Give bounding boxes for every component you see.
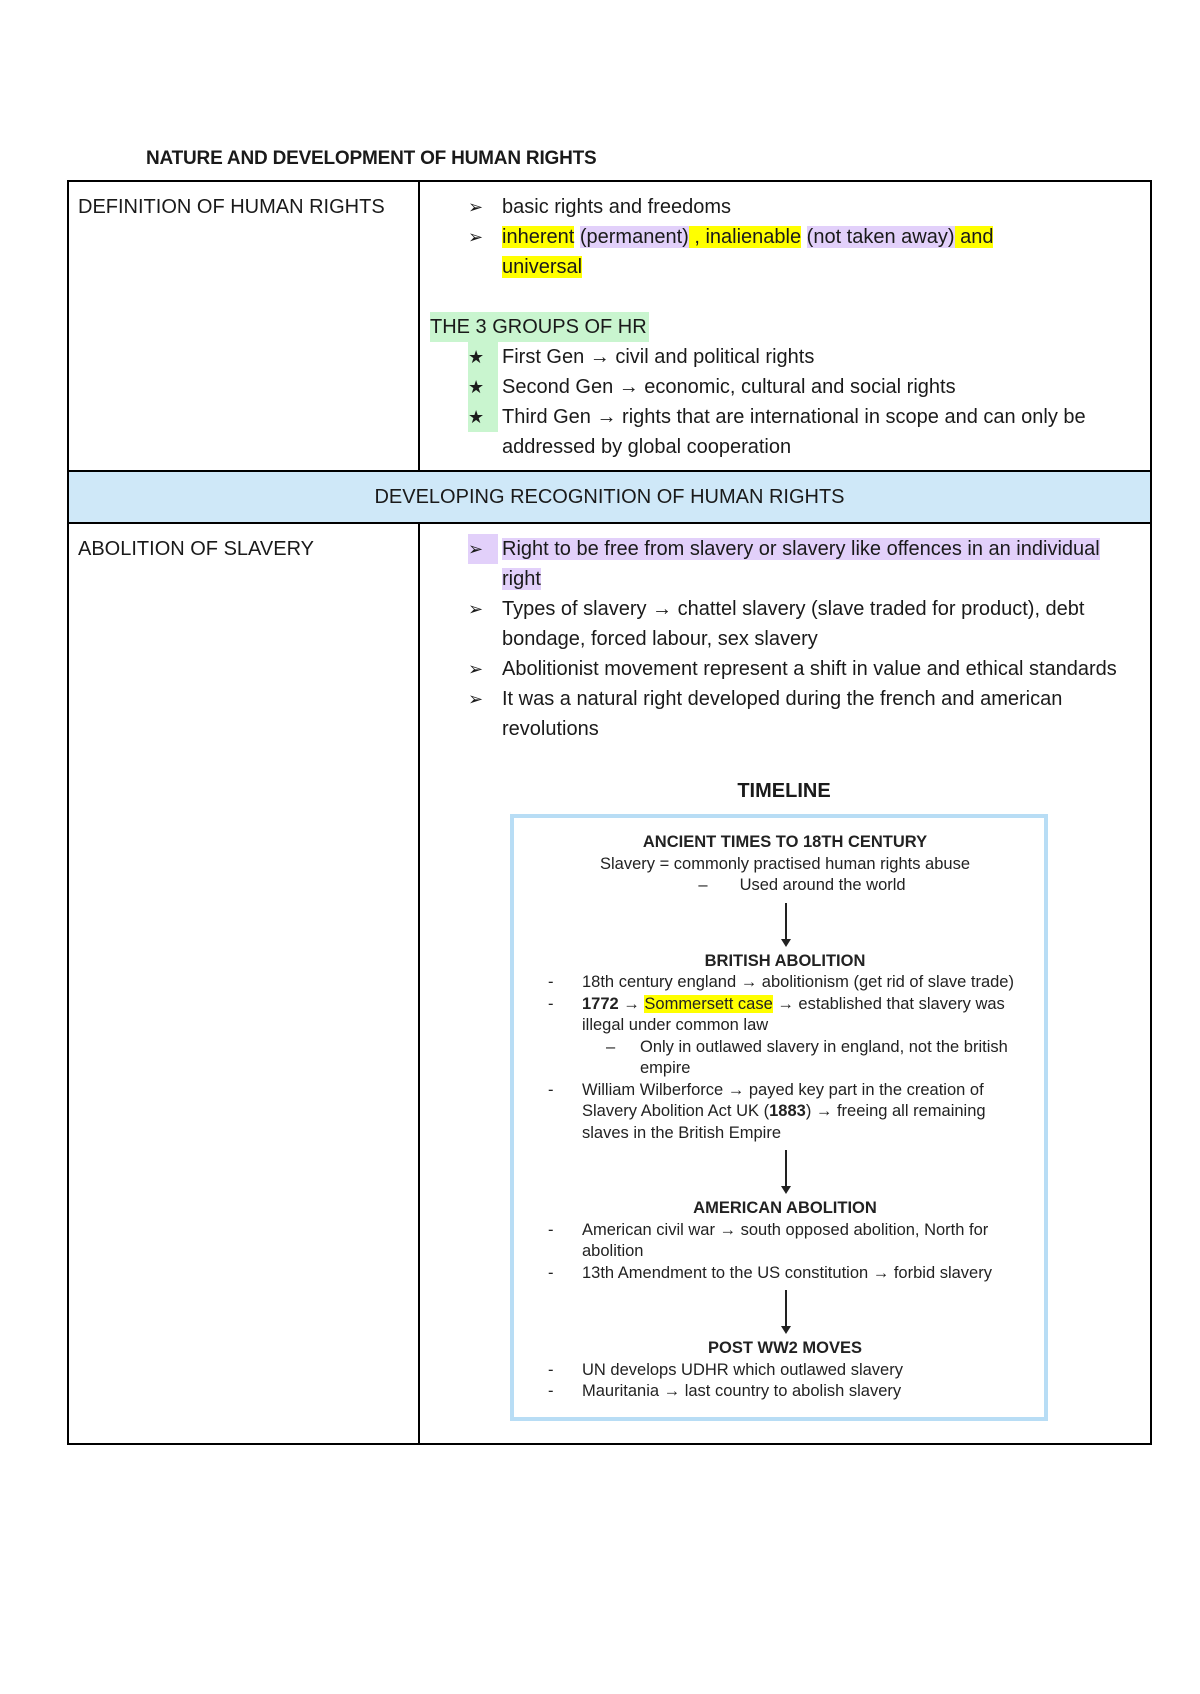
definition-label: DEFINITION OF HUMAN RIGHTS [78, 196, 385, 218]
group-text: Second Gen → economic, cultural and social rights [502, 376, 956, 398]
band-label: DEVELOPING RECOGNITION OF HUMAN RIGHTS [374, 486, 845, 508]
star-bullet-icon: ★ [468, 402, 498, 432]
list-item [430, 222, 1138, 282]
timeline-text: ) → freeing all remaining slaves in the British Empire [582, 1102, 986, 1142]
timeline-heading: BRITISH ABOLITION [704, 951, 866, 970]
timeline-section-ancient [544, 832, 1026, 897]
arrow-bullet-icon: ➢ [468, 659, 484, 679]
document-title: NATURE AND DEVELOPMENT OF HUMAN RIGHTS [146, 148, 597, 169]
list-item [544, 994, 1026, 1037]
notes-table [67, 180, 1152, 1445]
highlight-and: and [954, 226, 994, 248]
timeline-box [510, 814, 1048, 1421]
timeline-year: 1772 [582, 994, 619, 1013]
highlight-not-taken-away: (not taken away) [806, 226, 955, 248]
dash-bullet-icon: - [548, 1080, 554, 1099]
groups-heading: THE 3 GROUPS OF HR [430, 312, 649, 342]
list-item [430, 372, 1138, 402]
dash-bullet-icon: - [548, 1263, 554, 1282]
dash-bullet-icon: - [548, 1220, 554, 1239]
definition-bullet-text: basic rights and freedoms [502, 196, 732, 218]
list-item [544, 1220, 1026, 1263]
down-arrow-icon [544, 897, 1026, 951]
arrow-bullet-icon: ➢ [468, 534, 498, 564]
timeline-text: American civil war → south opposed abolition, North for abolition [582, 1220, 989, 1260]
timeline-year: 1883 [769, 1102, 806, 1120]
definition-bullets [430, 192, 1138, 282]
timeline-heading: POST WW2 MOVES [707, 1339, 862, 1357]
timeline-section-american [544, 1198, 1026, 1284]
timeline-text: 13th Amendment to the US constitution → forbid slavery [582, 1263, 992, 1282]
list-item [544, 1037, 1026, 1080]
slavery-bullet-text: Abolitionist movement represent a shift in value and ethical standards [502, 658, 1117, 680]
arrow-bullet-icon: ➢ [468, 197, 484, 217]
highlight-sommersett-case: Sommersett case [644, 994, 773, 1013]
timeline-text: UN develops UDHR which outlawed slavery [582, 1360, 903, 1379]
slavery-bullet-text: Types of slavery → chattel slavery (slave traded for product), debt bondage, forced labour, sex slavery [502, 598, 1085, 650]
groups-list [430, 342, 1138, 462]
definition-row [68, 181, 1151, 471]
list-item [430, 534, 1138, 594]
timeline-heading: AMERICAN ABOLITION [693, 1199, 877, 1217]
highlight-inalienable: inalienable [705, 226, 802, 248]
dash-bullet-icon: - [548, 1382, 554, 1400]
definition-label-cell [68, 181, 419, 471]
list-item [430, 402, 1138, 462]
list-item [544, 1381, 1026, 1403]
timeline-text: → [618, 994, 645, 1013]
dash-bullet-icon: - [548, 973, 554, 991]
dash-bullet-icon: - [548, 1360, 554, 1379]
group-text: First Gen → civil and political rights [502, 346, 815, 368]
timeline-text: Only in outlawed slavery in england, not the british empire [640, 1037, 1008, 1077]
highlight-universal: universal [502, 256, 583, 278]
list-item [544, 1263, 1026, 1285]
timeline-section-british [544, 951, 1026, 1145]
timeline-section-postww2 [544, 1338, 1026, 1403]
slavery-row [68, 523, 1151, 1444]
band-cell [68, 471, 1151, 523]
list-item [430, 192, 1138, 222]
definition-content-cell [419, 181, 1151, 471]
slavery-label-cell [68, 523, 419, 1444]
list-item [430, 654, 1138, 684]
arrow-bullet-icon: ➢ [468, 599, 484, 619]
list-item [544, 972, 1026, 994]
list-item [544, 1360, 1026, 1382]
arrow-bullet-icon: ➢ [468, 689, 484, 709]
slavery-bullets [430, 534, 1138, 744]
timeline-list [544, 972, 1026, 1144]
timeline-text: Mauritania → last country to abolish slavery [582, 1382, 902, 1400]
timeline-list [544, 1360, 1026, 1403]
timeline-text: Used around the world [739, 876, 906, 894]
slavery-label: ABOLITION OF SLAVERY [78, 538, 314, 560]
timeline-heading: ANCIENT TIMES TO 18TH CENTURY [642, 833, 928, 851]
slavery-bullet-text: It was a natural right developed during the french and american revolutions [502, 688, 1063, 740]
dash-bullet-icon: – [606, 1037, 616, 1056]
highlight-comma: , [688, 226, 706, 248]
group-text: Third Gen → rights that are international in scope and can only be addressed by global cooperation [502, 406, 1086, 458]
star-bullet-icon: ★ [468, 342, 498, 372]
down-arrow-icon [544, 1144, 1026, 1198]
list-item [430, 342, 1138, 372]
slavery-content-cell [419, 523, 1151, 1444]
timeline-list [544, 1220, 1026, 1285]
list-item [430, 594, 1138, 654]
timeline-text: 18th century england → abolitionism (get rid of slave trade) [582, 973, 1014, 991]
highlight-inherent: inherent [502, 226, 575, 248]
band-row [68, 471, 1151, 523]
timeline-text: → established that slavery was illegal under common law [582, 994, 1005, 1034]
slavery-bullet-text: Right to be free from slavery or slavery like offences in an individual right [502, 538, 1100, 590]
highlight-permanent: (permanent) [579, 226, 689, 248]
timeline-title: TIMELINE [737, 780, 831, 802]
list-item [430, 684, 1138, 744]
down-arrow-icon [544, 1284, 1026, 1338]
dash-bullet-icon: – [698, 876, 708, 894]
timeline-text: William Wilberforce → payed key part in the creation of Slavery Abolition Act UK ( [582, 1080, 984, 1120]
arrow-bullet-icon: ➢ [468, 227, 484, 247]
list-item [544, 1080, 1026, 1145]
dash-bullet-icon: - [548, 994, 554, 1013]
timeline-subpoint [544, 875, 1026, 897]
timeline-text: Slavery = commonly practised human rights abuse [599, 854, 971, 873]
star-bullet-icon: ★ [468, 372, 498, 402]
